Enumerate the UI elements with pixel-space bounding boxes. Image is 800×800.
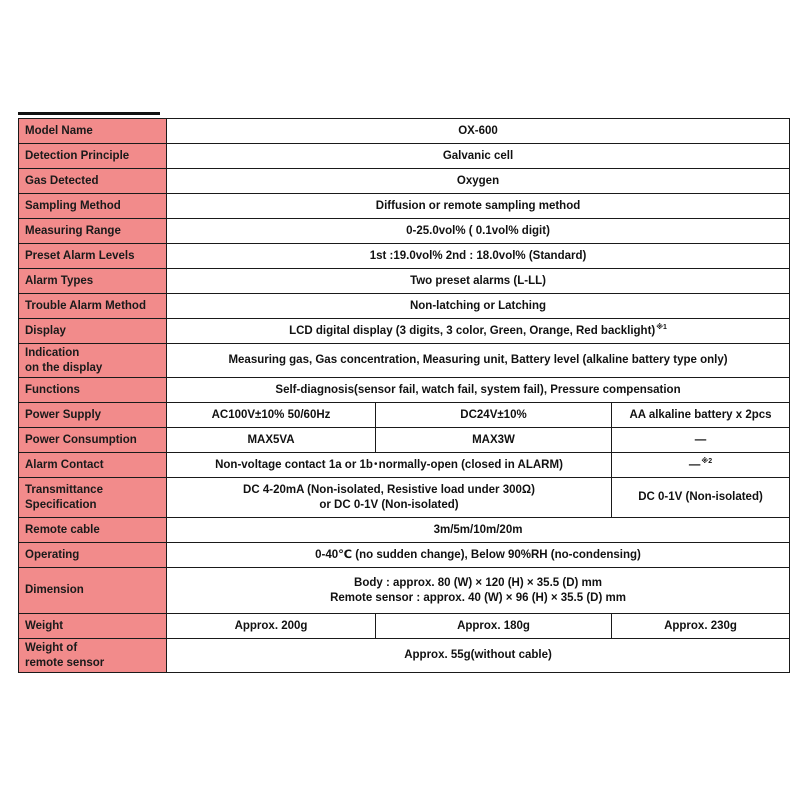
row-value: Two preset alarms (L-LL) [167,269,790,294]
row-remote-cable [19,518,790,543]
col-dc: DC24V±10% [376,403,612,428]
col-battery: AA alkaline battery x 2pcs [612,403,790,428]
row-value: Oxygen [167,169,790,194]
value-line: Body : approx. 80 (W) × 120 (H) × 35.5 (D) mm [354,576,602,589]
row-value: 0-25.0vol% ( 0.1vol% digit) [167,219,790,244]
value-line: Remote sensor : approx. 40 (W) × 96 (H) × 35.5 (D) mm [330,591,626,604]
row-label: Functions [19,378,167,403]
col-ac: Approx. 200g [167,614,376,639]
row-label: Detection Principle [19,144,167,169]
col-battery: Approx. 230g [612,614,790,639]
row-value: Diffusion or remote sampling method [167,194,790,219]
row-indication [19,344,790,378]
label-line: on the display [25,361,103,374]
col-dc: MAX3W [376,428,612,453]
row-value: OX-600 [167,119,790,144]
row-label [19,478,167,518]
row-label: Preset Alarm Levels [19,244,167,269]
row-value: Measuring gas, Gas concentration, Measuring unit, Battery level (alkaline battery type only) [167,344,790,378]
row-alarm-contact [19,453,790,478]
label-line: Indication [25,346,80,359]
row-alarm-types [19,269,790,294]
row-sampling-method [19,194,790,219]
top-rule [18,112,160,115]
footnote-marker: ※2 [701,457,713,465]
row-label: Sampling Method [19,194,167,219]
label-line: Weight of [25,641,78,654]
row-label: Operating [19,543,167,568]
row-value: 3m/5m/10m/20m [167,518,790,543]
col-dc: Approx. 180g [376,614,612,639]
row-label: Remote cable [19,518,167,543]
row-power-consumption [19,428,790,453]
row-label [19,344,167,378]
row-detection-principle [19,144,790,169]
row-gas-detected [19,169,790,194]
row-label: Trouble Alarm Method [19,294,167,319]
col-ac: AC100V±10% 50/60Hz [167,403,376,428]
row-label: Dimension [19,568,167,614]
row-label: Display [19,319,167,344]
row-value [167,568,790,614]
row-trouble-alarm-method [19,294,790,319]
row-label: Power Supply [19,403,167,428]
row-transmittance [19,478,790,518]
row-label [19,639,167,673]
row-label: Power Consumption [19,428,167,453]
dash: — [688,458,701,471]
row-value: Non-voltage contact 1a or 1b･normally-open (closed in ALARM) [167,453,612,478]
row-value: 0-40℃ (no sudden change), Below 90%RH (no-condensing) [167,543,790,568]
row-value [167,478,612,518]
row-label: Gas Detected [19,169,167,194]
row-display [19,319,790,344]
col-ac: MAX5VA [167,428,376,453]
value-line: DC 4-20mA (Non-isolated, Resistive load under 300Ω) [243,483,535,496]
row-power-supply [19,403,790,428]
row-value: Galvanic cell [167,144,790,169]
row-label: Alarm Contact [19,453,167,478]
row-label: Alarm Types [19,269,167,294]
row-value: Non-latching or Latching [167,294,790,319]
row-measuring-range [19,219,790,244]
row-value: Self-diagnosis(sensor fail, watch fail, system fail), Pressure compensation [167,378,790,403]
spec-table [18,118,790,673]
row-label: Weight [19,614,167,639]
row-value: Approx. 55g(without cable) [167,639,790,673]
row-dimension [19,568,790,614]
row-operating [19,543,790,568]
col-battery: — [612,428,790,453]
row-model-name [19,119,790,144]
label-line: Transmittance [25,483,103,496]
row-preset-alarm-levels [19,244,790,269]
row-label: Model Name [19,119,167,144]
row-weight-remote [19,639,790,673]
label-line: remote sensor [25,656,105,669]
col-battery [612,453,790,478]
footnote-marker: ※1 [656,323,667,331]
row-value [167,319,790,344]
row-label: Measuring Range [19,219,167,244]
col-battery: DC 0-1V (Non-isolated) [612,478,790,518]
label-line: Specification [25,498,97,511]
row-value: 1st :19.0vol% 2nd : 18.0vol% (Standard) [167,244,790,269]
row-weight [19,614,790,639]
value-line: or DC 0-1V (Non-isolated) [319,498,459,511]
row-functions [19,378,790,403]
display-text: LCD digital display (3 digits, 3 color, Green, Orange, Red backlight) [289,324,656,337]
